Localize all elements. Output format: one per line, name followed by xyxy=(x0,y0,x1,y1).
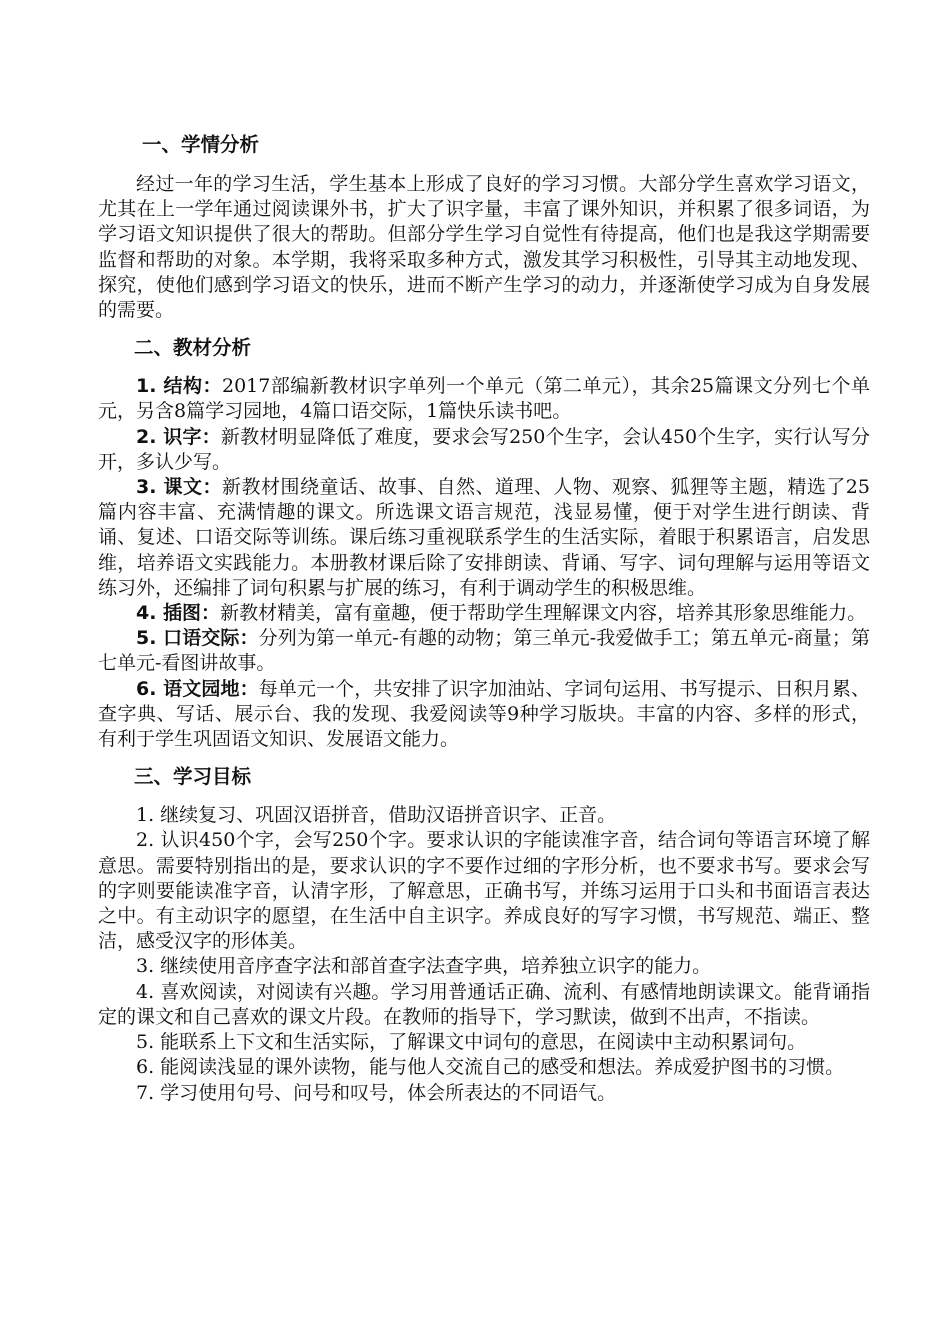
item-label: 3. 课文： xyxy=(136,476,223,499)
section-textbook-analysis xyxy=(98,335,870,752)
section-title: 一、学情分析 xyxy=(142,133,260,156)
item-label: 1. 结构： xyxy=(136,375,222,398)
item-text: 2017部编新教材识字单列一个单元（第二单元），其余25篇课文分列七个单元，另含8篇学习园地，4篇口语交际，1篇快乐读书吧。 xyxy=(98,375,870,423)
item-text: 新教材精美，富有童趣，便于帮助学生理解课文内容，培养其形象思维能力。 xyxy=(220,602,867,625)
item-text: 新教材围绕童话、故事、自然、道理、人物、观察、狐狸等主题，精选了25篇内容丰富、充满情趣的课文。所选课文语言规范，浅显易懂，便于对学生进行朗读、背诵、复述、口语交际等训练。课后练习重视联系学生的生活实际，着眼于积累语言，启发思维，培养语文实践能力。本册教材课后除了安排朗读、背诵、写字、词句理解与运用等语文练习外，还编排了词句积累与扩展的练习，有利于调动学生的积极思维。 xyxy=(98,476,870,599)
item-label: 4. 插图： xyxy=(136,602,221,625)
textbook-item xyxy=(98,374,870,424)
goal-item: 1. 继续复习、巩固汉语拼音，借助汉语拼音识字、正音。 xyxy=(136,804,617,827)
item-text: 分列为第一单元-有趣的动物；第三单元-我爱做手工；第五单元-商量；第七单元-看图讲故事。 xyxy=(98,627,870,675)
section-body: 经过一年的学习生活，学生基本上形成了良好的学习习惯。大部分学生喜欢学习语文，尤其在上一学年通过阅读课外书，扩大了识字量，丰富了课外知识，并积累了很多词语，为学习语文知识提供了很大的帮助。但部分学生学习自觉性有待提高，他们也是我这学期需要监督和帮助的对象。本学期，我将采取多种方式，激发其学习积极性，引导其主动地发现、探究，使他们感到学习语文的快乐，进而不断产生学习的动力，并逐渐使学习成为自身发展的需要。 xyxy=(98,173,870,322)
section-title: 三、学习目标 xyxy=(134,765,252,789)
textbook-item xyxy=(98,677,870,753)
section-title: 二、教材分析 xyxy=(134,336,252,360)
item-text: 新教材明显降低了难度，要求会写250个生字，会认450个生字，实行认写分开，多认少写。 xyxy=(98,425,870,473)
goal-item: 5. 能联系上下文和生活实际，了解课文中词句的意思，在阅读中主动积累词句。 xyxy=(136,1031,807,1054)
textbook-item-list xyxy=(98,374,870,752)
item-text: 每单元一个，共安排了识字加油站、字词句运用、书写提示、日积月累、查字典、写话、展示台、我的发现、我爱阅读等9种学习版块。丰富的内容、多样的形式，有利于学生巩固语文知识、发展语文能力。 xyxy=(98,677,870,751)
goal-item: 6. 能阅读浅显的课外读物，能与他人交流自己的感受和想法。养成爱护图书的习惯。 xyxy=(136,1056,845,1079)
goal-item: 3. 继续使用音序查字法和部首查字法查字典，培养独立识字的能力。 xyxy=(136,955,712,978)
textbook-item xyxy=(98,425,870,475)
goal-item: 4. 喜欢阅读，对阅读有兴趣。学习用普通话正确、流利、有感情地朗读课文。能背诵指定的课文和自己喜欢的课文片段。在教师的指导下，学习默读，做到不出声，不指读。 xyxy=(98,980,870,1028)
item-label: 2. 识字： xyxy=(136,425,221,448)
item-label: 6. 语文园地： xyxy=(136,677,259,700)
section-learning-goals xyxy=(98,764,870,1105)
goal-list xyxy=(98,803,870,1105)
section-learning-analysis xyxy=(98,132,870,323)
goal-item: 7. 学习使用句号、问号和叹号，体会所表达的不同语气。 xyxy=(136,1081,617,1104)
item-label: 5. 口语交际： xyxy=(136,627,259,650)
textbook-item xyxy=(98,601,870,626)
textbook-item xyxy=(98,475,870,601)
goal-item: 2. 认识450个字，会写250个字。要求认识的字能读准字音，结合词句等语言环境了解意思。需要特别指出的是，要求认识的字不要作过细的字形分析，也不要求书写。要求会写的字则要能读准字音，认清字形，了解意思，正确书写，并练习运用于口头和书面语言表达之中。有主动识字的愿望，在生活中自主识字。养成良好的写字习惯，书写规范、端正、整洁，感受汉字的形体美。 xyxy=(98,829,870,953)
textbook-item xyxy=(98,626,870,676)
